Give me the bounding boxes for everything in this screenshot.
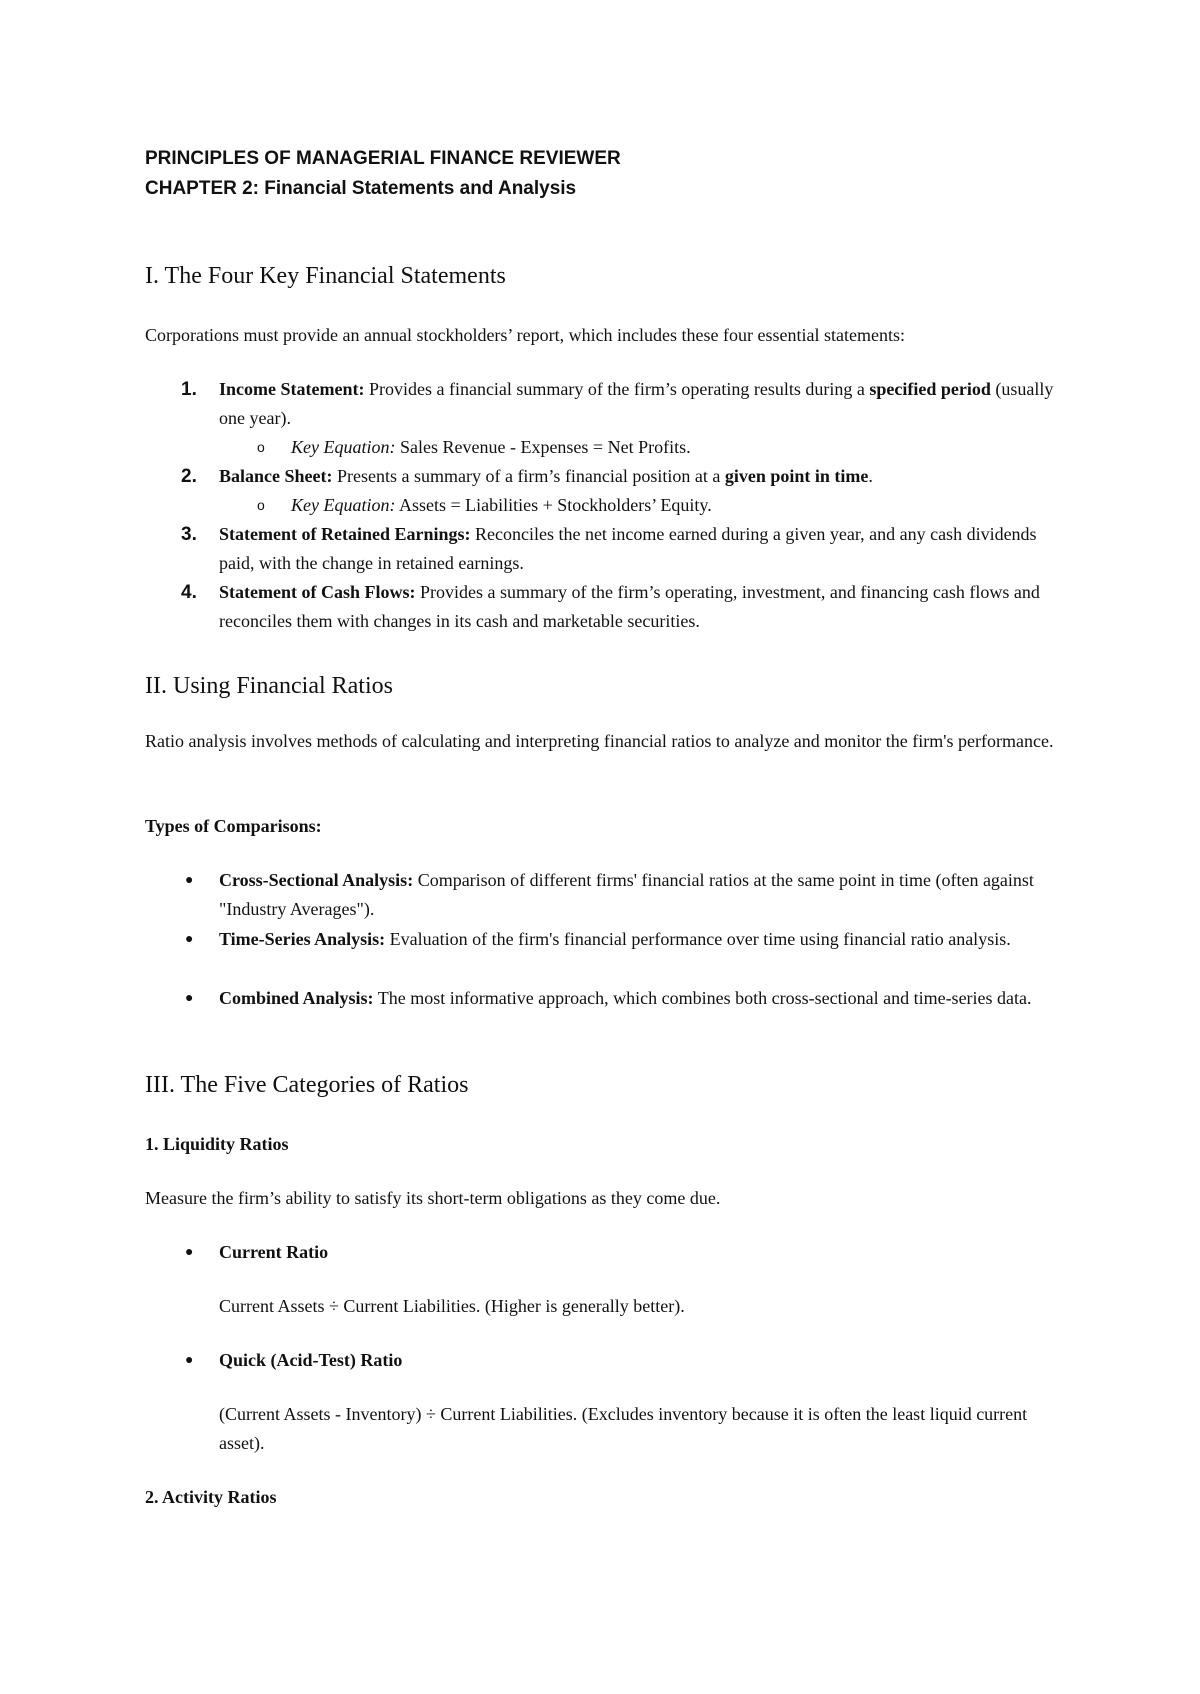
list-item: ● Time-Series Analysis: Evaluation of the firm's financial performance over time using financial ratio analysis.: [219, 925, 1059, 954]
circle-bullet-icon: o: [257, 439, 265, 455]
activity-heading: 2. Activity Ratios: [145, 1487, 277, 1507]
section-1-intro: Corporations must provide an annual stockholders’ report, which includes these four essential statements:: [145, 325, 905, 345]
list-item: [185, 1238, 1059, 1267]
circle-bullet-icon: o: [257, 497, 265, 513]
list-item: ● Cross-Sectional Analysis: Comparison of different firms' financial ratios at the same point in time (often against "Industry Averages").: [219, 866, 1059, 924]
bullet-icon: ●: [185, 1245, 194, 1260]
list-item: 1. Income Statement: Provides a financial summary of the firm’s operating results during a specified period (usually one year).: [219, 375, 1059, 433]
list-number: 1.: [181, 379, 197, 400]
section-2-intro: Ratio analysis involves methods of calculating and interpreting financial ratios to analyze and monitor the firm's performance.: [145, 731, 1054, 751]
ratio-name: Current Ratio: [219, 1242, 329, 1262]
document-title: PRINCIPLES OF MANAGERIAL FINANCE REVIEWER: [145, 148, 621, 169]
list-item: ● Combined Analysis: The most informative approach, which combines both cross-sectional and time-series data.: [219, 984, 1059, 1013]
bullet-icon: ●: [185, 1353, 194, 1368]
section-2-heading: II. Using Financial Ratios: [145, 673, 393, 699]
list-item: 4. Statement of Cash Flows: Provides a summary of the firm’s operating, investment, and financing cash flows and reconciles them with changes in its cash and marketable securities.: [219, 578, 1059, 636]
item-term: Statement of Retained Earnings:: [219, 524, 471, 544]
item-term: Combined Analysis:: [219, 988, 374, 1008]
list-number: 3.: [181, 524, 197, 545]
item-term: Balance Sheet:: [219, 466, 333, 486]
ratio-formula: Current Assets ÷ Current Liabilities. (Higher is generally better).: [219, 1296, 685, 1316]
bullet-icon: ●: [185, 873, 194, 888]
item-term: Income Statement:: [219, 379, 365, 399]
liquidity-heading: 1. Liquidity Ratios: [145, 1134, 289, 1154]
liquidity-intro: Measure the firm’s ability to satisfy its short-term obligations as they come due.: [145, 1188, 721, 1208]
list-item: 2. Balance Sheet: Presents a summary of a firm’s financial position at a given point in time.: [219, 462, 1059, 491]
sub-list-item: o Key Equation: Sales Revenue - Expenses = Net Profits.: [291, 433, 1051, 462]
sub-list-item: o Key Equation: Assets = Liabilities + Stockholders’ Equity.: [291, 491, 1051, 520]
item-term: Time-Series Analysis:: [219, 929, 386, 949]
ratio-name: Quick (Acid-Test) Ratio: [219, 1350, 403, 1370]
item-term: Cross-Sectional Analysis:: [219, 870, 414, 890]
section-3-heading: III. The Five Categories of Ratios: [145, 1072, 469, 1098]
ratio-formula: (Current Assets - Inventory) ÷ Current Liabilities. (Excludes inventory because it is often the least liquid current asset).: [219, 1404, 1028, 1453]
bullet-icon: ●: [185, 932, 194, 947]
list-number: 2.: [181, 466, 197, 487]
list-number: 4.: [181, 582, 197, 603]
bullet-icon: ●: [185, 991, 194, 1006]
comparisons-heading: Types of Comparisons:: [145, 816, 322, 836]
section-1-heading: I. The Four Key Financial Statements: [145, 263, 506, 289]
chapter-title: CHAPTER 2: Financial Statements and Analysis: [145, 178, 577, 199]
list-item: 3. Statement of Retained Earnings: Reconciles the net income earned during a given year, and any cash dividends paid, with the change in retained earnings.: [219, 520, 1059, 578]
list-item: [185, 1346, 1059, 1375]
item-term: Statement of Cash Flows:: [219, 582, 416, 602]
